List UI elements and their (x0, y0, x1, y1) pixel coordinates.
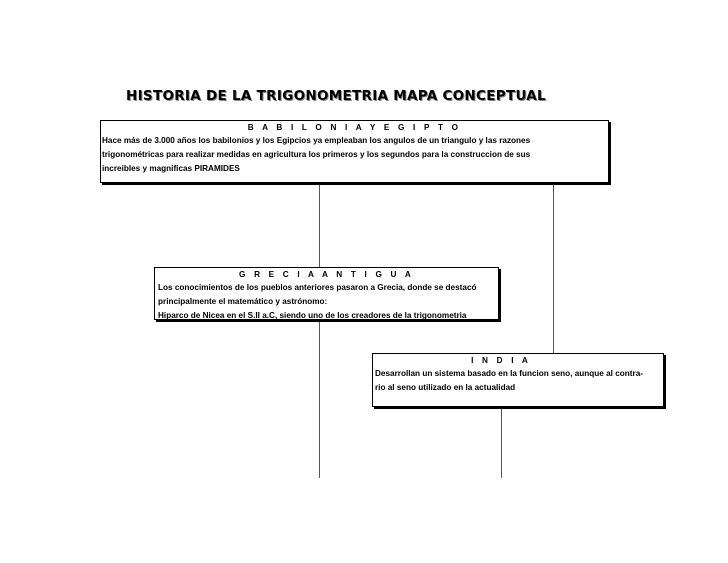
box-text-line: principalmente el matemático y astrónomo: (158, 297, 328, 306)
box-heading: I N D I A (471, 356, 531, 365)
page-title: HISTORIA DE LA TRIGONOMETRIA MAPA CONCEPTUAL (126, 88, 546, 104)
box-text-line: Hiparco de Nicea en el S.II a.C, siendo uno de los creadores de la trigonometria (158, 311, 467, 320)
connector-line (501, 407, 502, 478)
box-text-line: trigonométricas para realizar medidas en agricultura los primeros y los segundos para la construccion de sus (102, 150, 531, 159)
box-heading: G R E C I A A N T I G U A (239, 270, 414, 279)
box-heading: B A B I L O N I A Y E G I P T O (247, 123, 462, 132)
concept-box-grecia-antigua (154, 267, 499, 320)
box-text-line: rio al seno utilizado en la actualidad (375, 383, 516, 392)
box-text-line: increibles y magnificas PIRAMIDES (102, 164, 240, 173)
connector-line (319, 183, 320, 267)
connector-line (553, 183, 554, 353)
concept-box-babilonia-egipto (100, 120, 609, 183)
box-text-line: Hace más de 3.000 años los babilonios y los Egipcios ya empleaban los angulos de un triangulo y las razones (102, 136, 531, 145)
connector-line (319, 320, 320, 478)
box-text-line: Los conocimientos de los pueblos anteriores pasaron a Grecia, donde se destacó (158, 283, 477, 292)
box-text-line: Desarrollan un sistema basado en la funcion seno, aunque al contra- (375, 369, 643, 378)
concept-box-india (372, 353, 664, 407)
